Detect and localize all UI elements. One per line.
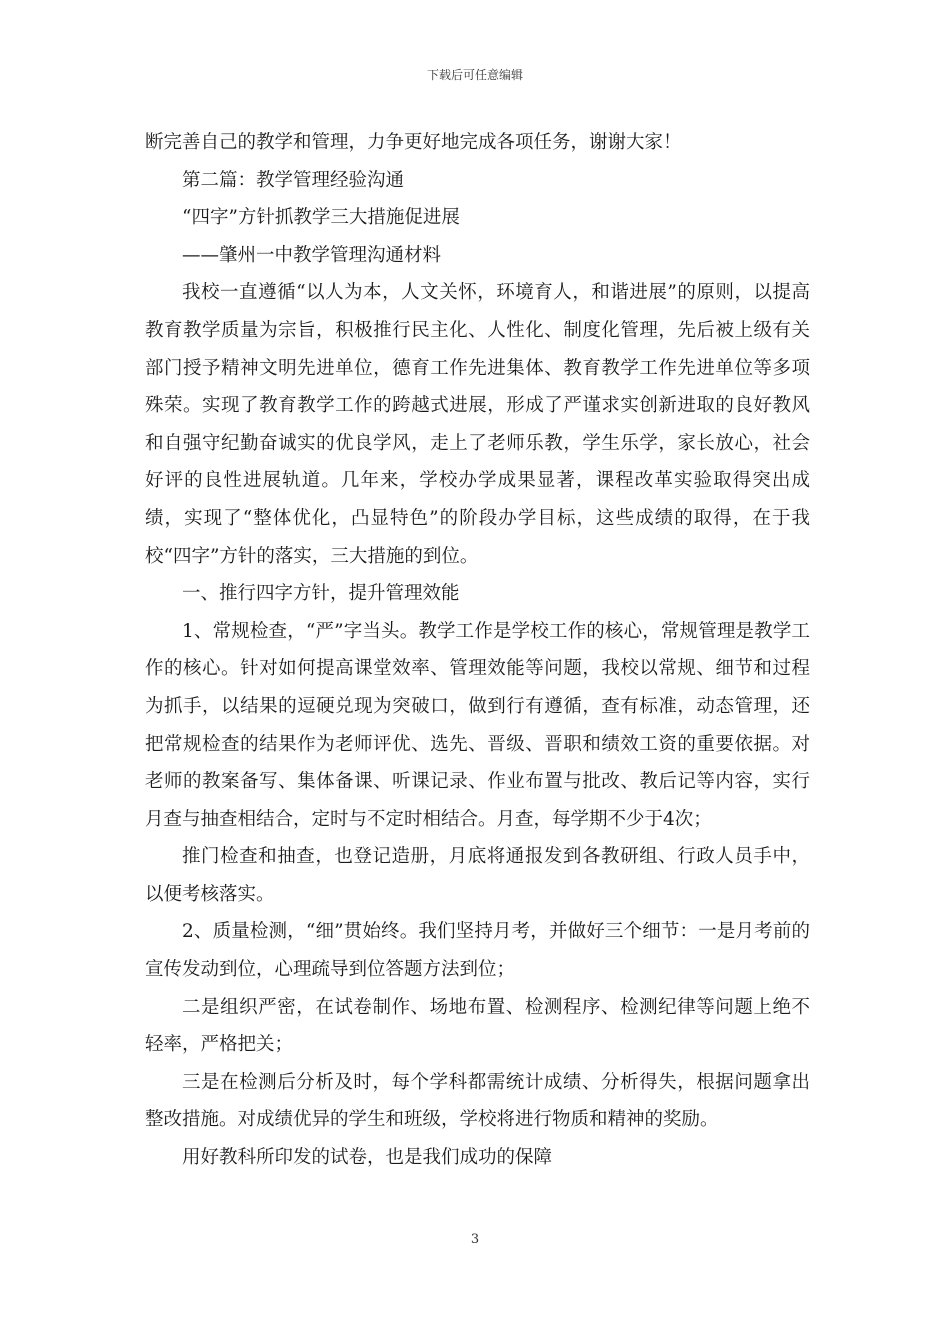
paragraph: 三是在检测后分析及时，每个学科都需统计成绩、分析得失，根据问题拿出整改措施。对成绩优异的学生和班级，学校将进行物质和精神的奖励。 xyxy=(145,1071,810,1131)
paragraph: 2、质量检测，“细”贯始终。我们坚持月考，并做好三个细节：一是月考前的宣传发动到位，心理疏导到位答题方法到位； xyxy=(145,921,810,981)
section-heading: 一、推行四字方针，提升管理效能 xyxy=(182,583,460,605)
document-body xyxy=(145,124,810,1177)
article-subtitle: ——肇州一中教学管理沟通材料 xyxy=(182,244,442,266)
paragraph: 1、常规检查，“严”字当头。教学工作是学校工作的核心，常规管理是教学工作的核心。针对如何提高课堂效率、管理效能等问题，我校以常规、细节和过程为抓手，以结果的逗硬兑现为突破口，做到行有遵循，查有标准，动态管理，还把常规检查的结果作为老师评优、选先、晋级、晋职和绩效工资的重要依据。对老师的教案备写、集体备课、听课记录、作业布置与批改、教后记等内容，实行月查与抽查相结合，定时与不定时相结合。月查，每学期不少于4次； xyxy=(145,620,810,830)
paragraph: 断完善自己的教学和管理，力争更好地完成各项任务，谢谢大家！ xyxy=(145,132,682,153)
paragraph: 我校一直遵循“以人为本，人文关怀，环境育人，和谐进展”的原则，以提高教育教学质量为宗旨，积极推行民主化、人性化、制度化管理，先后被上级有关部门授予精神文明先进单位，德育工作先进集体、教育教学工作先进单位等多项殊荣。实现了教育教学工作的跨越式进展，形成了严谨求实创新进取的良好教风和自强守纪勤奋诚实的优良学风，走上了老师乐教，学生乐学，家长放心，社会好评的良性进展轨道。几年来，学校办学成果显著，课程改革实验取得突出成绩，实现了“整体优化，凸显特色”的阶段办学目标，这些成绩的取得，在于我校“四字”方针的落实，三大措施的到位。 xyxy=(145,282,810,567)
paragraph: 二是组织严密，在试卷制作、场地布置、检测程序、检测纪律等问题上绝不轻率，严格把关； xyxy=(145,996,810,1056)
page-header: 下载后可任意编辑 xyxy=(426,68,523,82)
page-number: 3 xyxy=(470,1232,480,1247)
paragraph: 推门检查和抽查，也登记造册，月底将通报发到各教研组、行政人员手中，以便考核落实。 xyxy=(145,846,810,905)
section-title: 第二篇：教学管理经验沟通 xyxy=(182,169,405,191)
paragraph: 用好教科所印发的试卷，也是我们成功的保障 xyxy=(182,1147,553,1169)
article-title: “四字”方针抓教学三大措施促进展 xyxy=(182,207,460,229)
